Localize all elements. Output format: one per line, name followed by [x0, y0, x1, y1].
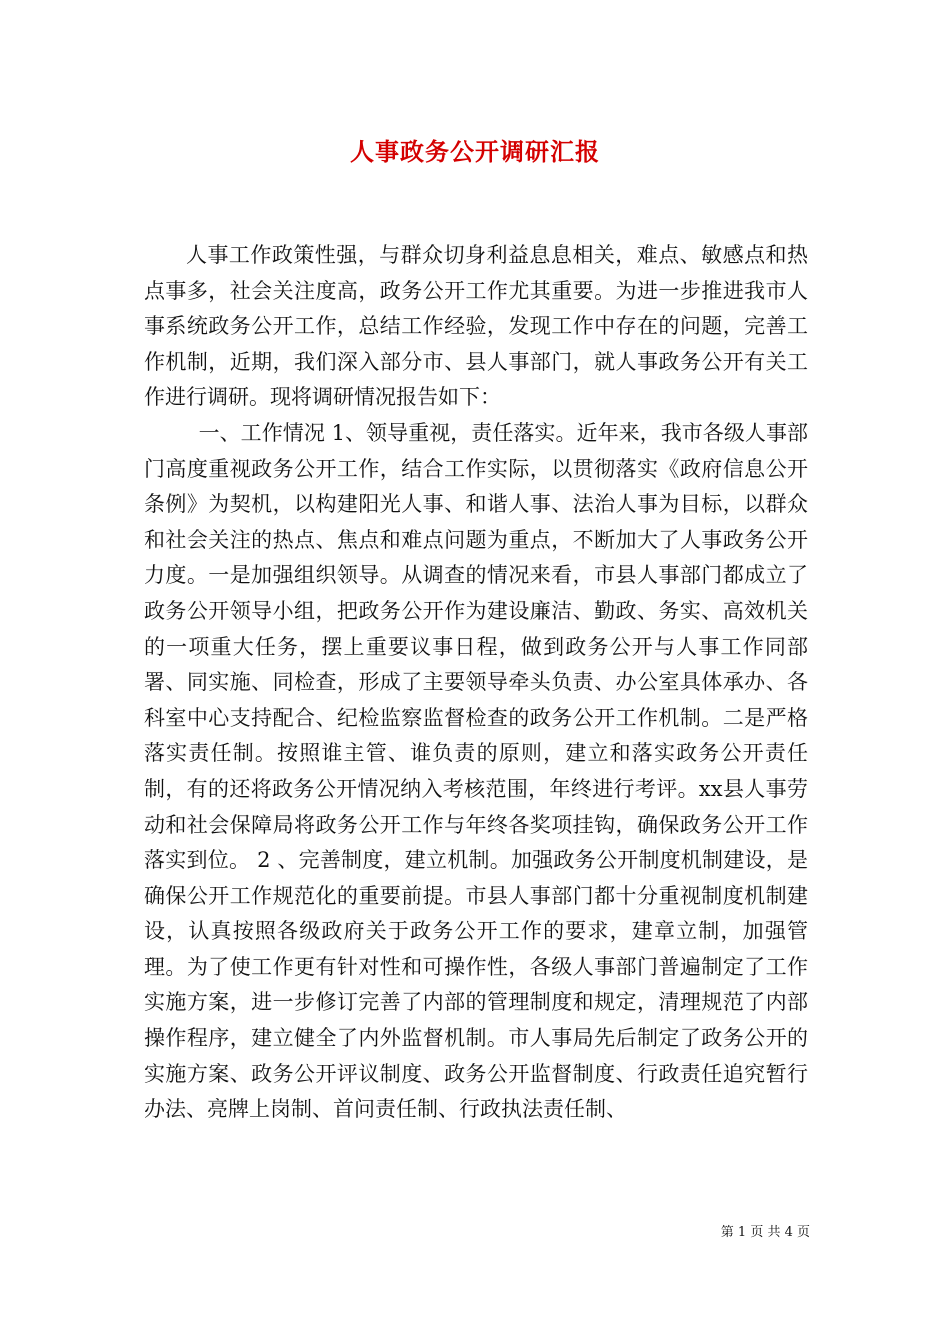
document-title: 人事政务公开调研汇报 — [350, 137, 600, 166]
page-number-footer: 第 1 页 共 4 页 — [720, 1225, 810, 1240]
paragraph-intro: 人事工作政策性强，与群众切身利益息息相关，难点、敏感点和热点事多，社会关注度高，政务公开工作尤其重要。为进一步推进我市人事系统政务公开工作，总结工作经验，发现工作中存在的问题，完善工作机制，近期，我们深入部分市、县人事部门，就人事政务公开有关工作进行调研。现将调研情况报告如下： — [144, 243, 808, 410]
document-body — [144, 238, 808, 1128]
paragraph-work-situation: 一、工作情况 1、领导重视，责任落实。近年来，我市各级人事部门高度重视政务公开工作，结合工作实际，以贯彻落实《政府信息公开条例》为契机，以构建阳光人事、和谐人事、法治人事为目标，以群众和社会关注的热点、焦点和难点问题为重点，不断加大了人事政务公开力度。一是加强组织领导。从调查的情况来看，市县人事部门都成立了政务公开领导小组，把政务公开作为建设廉洁、勤政、务实、高效机关的一项重大任务，摆上重要议事日程，做到政务公开与人事工作同部署、同实施、同检查，形成了主要领导牵头负责、办公室具体承办、各科室中心支持配合、纪检监察监督检查的政务公开工作机制。二是严格落实责任制。按照谁主管、谁负责的原则，建立和落实政务公开责任制，有的还将政务公开情况纳入考核范围，年终进行考评。xx县人事劳动和社会保障局将政务公开工作与年终各奖项挂钩，确保政务公开工作落实到位。 2 、完善制度，建立机制。加强政务公开制度机制建设，是确保公开工作规范化的重要前提。市县人事部门都十分重视制度机制建设，认真按照各级政府关于政务公开工作的要求，建章立制，加强管理。为了使工作更有针对性和可操作性，各级人事部门普遍制定了工作实施方案，进一步修订完善了内部的管理制度和规定，清理规范了内部操作程序，建立健全了内外监督机制。市人事局先后制定了政务公开的实施方案、政务公开评议制度、政务公开监督制度、行政责任追究暂行办法、亮牌上岗制、首问责任制、行政执法责任制、 — [144, 420, 808, 1122]
